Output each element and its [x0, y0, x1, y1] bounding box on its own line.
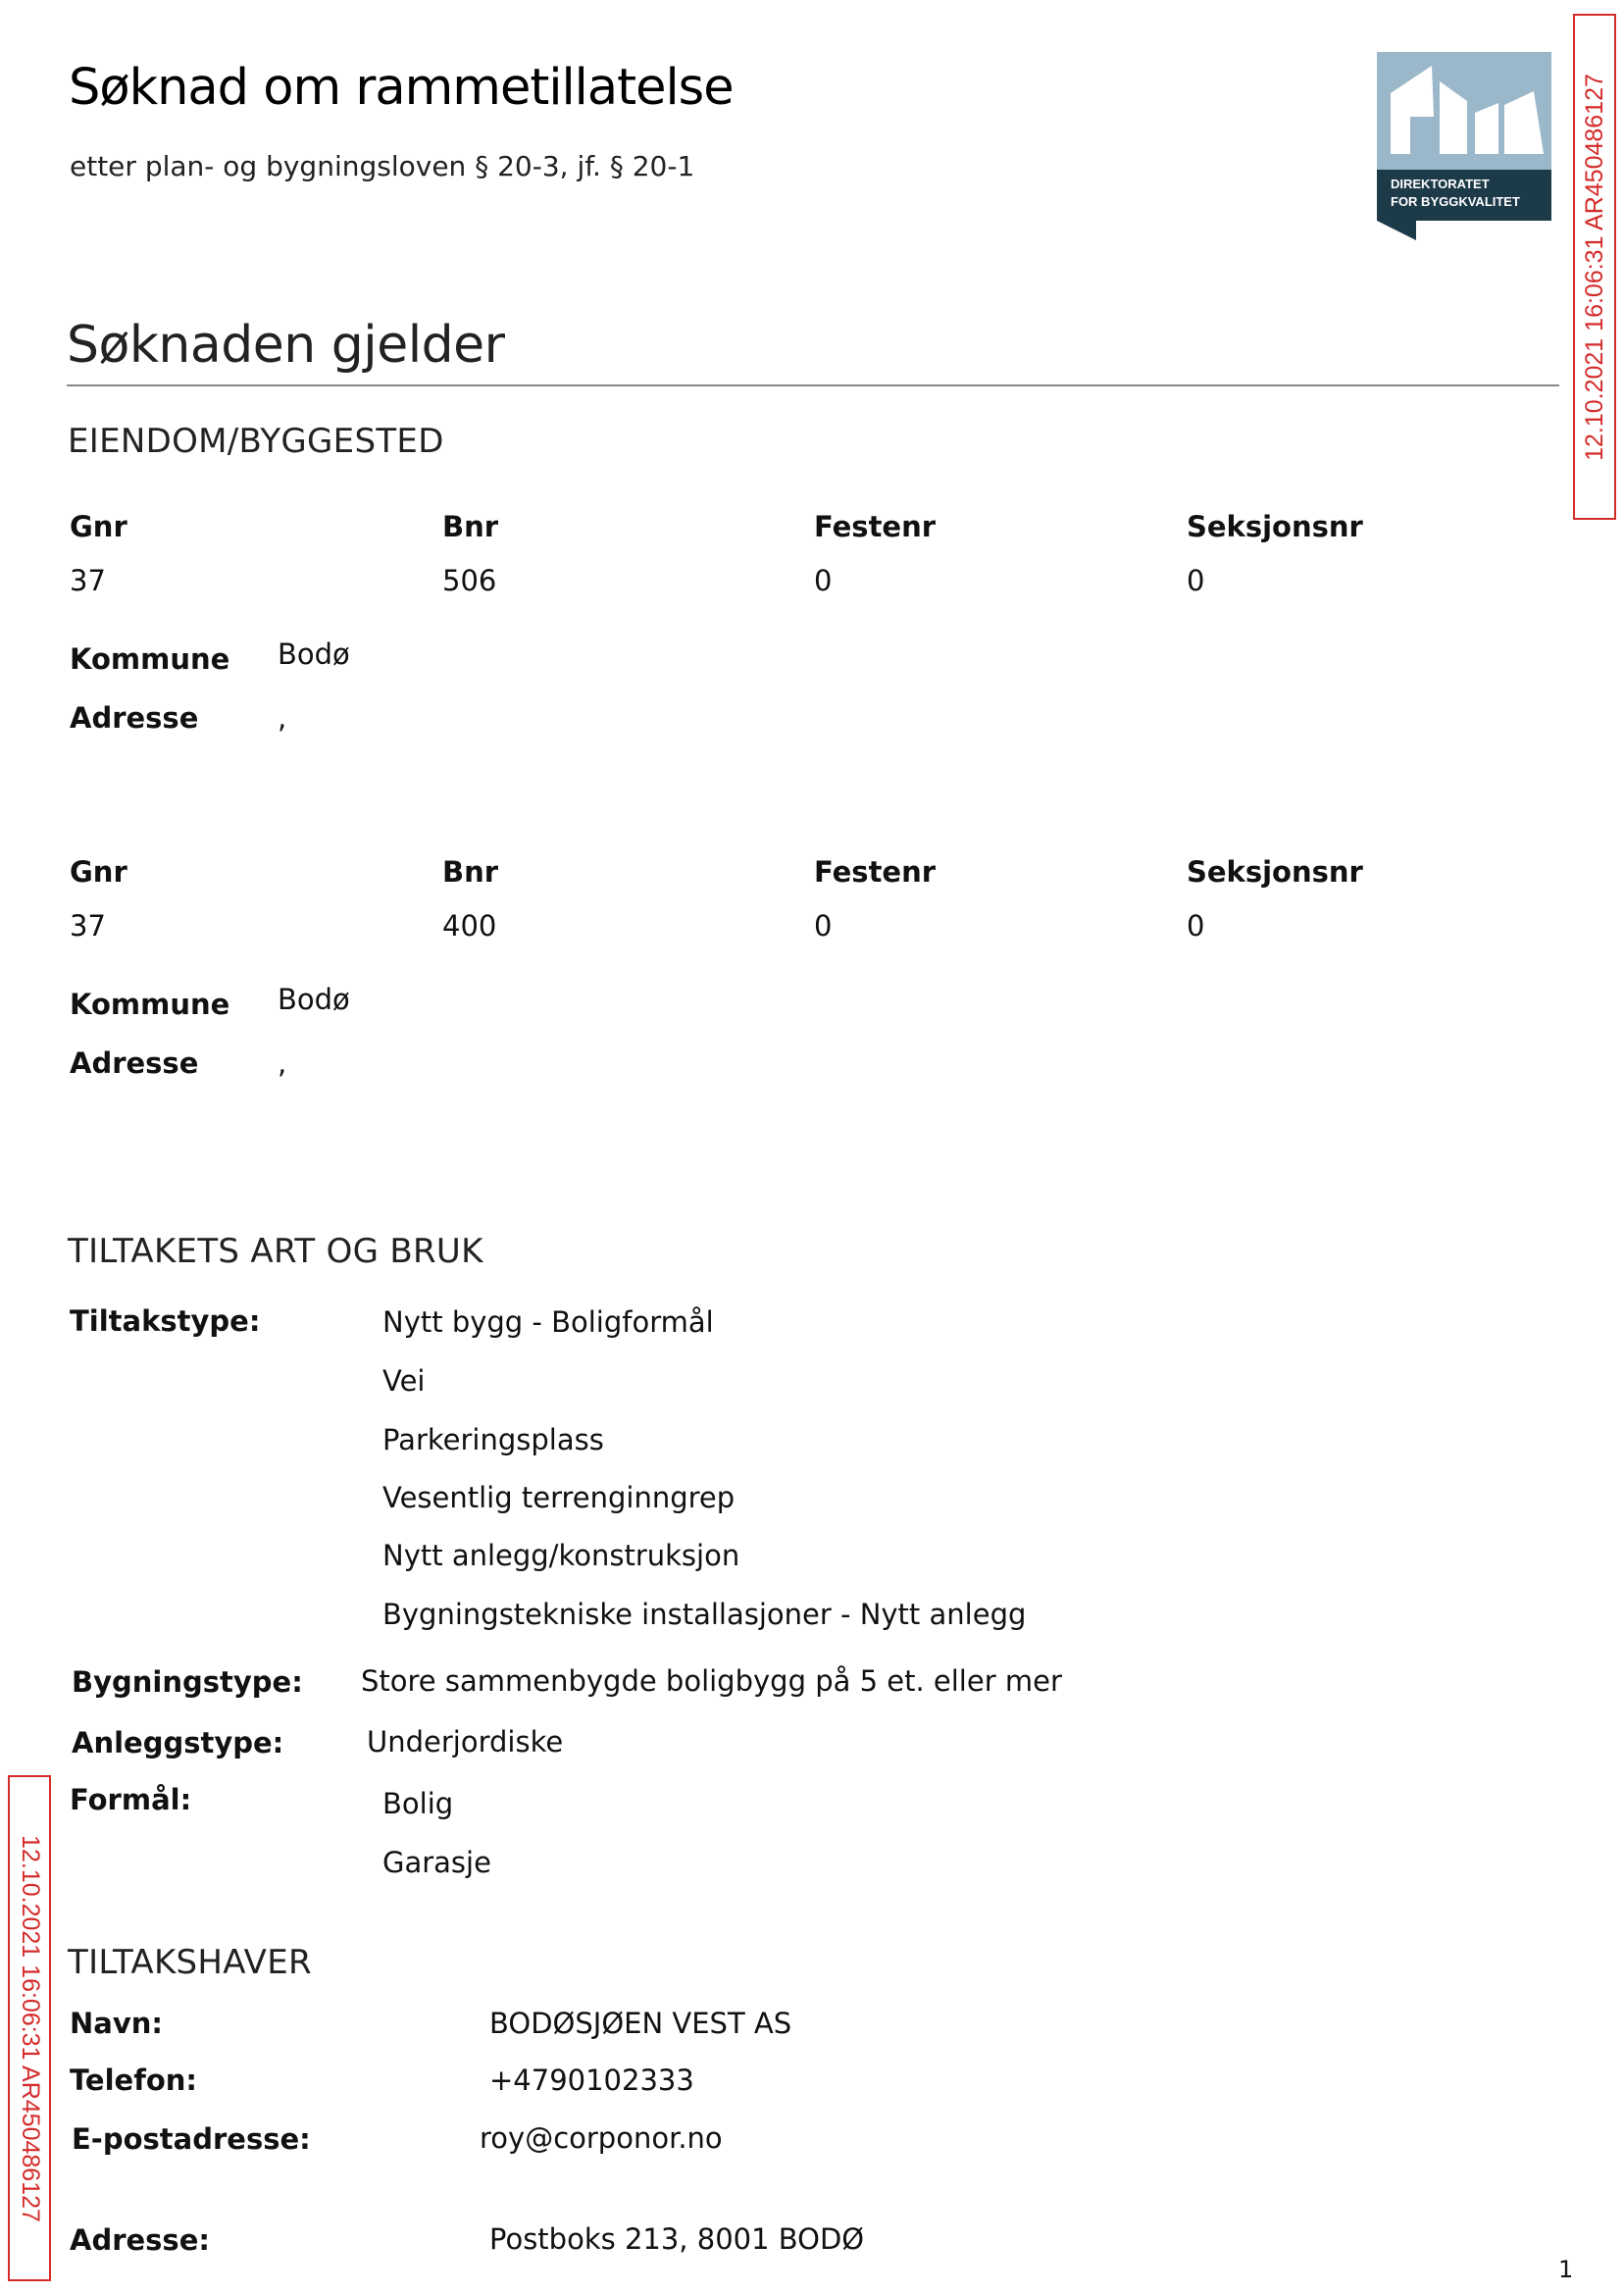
logo-text-line1: DIREKTORATET: [1391, 177, 1490, 191]
dibk-logo-graphic: [1377, 52, 1551, 240]
section-heading: Søknaden gjelder: [67, 316, 505, 375]
anleggstype-value: Underjordiske: [367, 1725, 564, 1759]
seksjonsnr-value: 0: [1187, 564, 1205, 597]
bygningstype-label: Bygningstype:: [72, 1665, 303, 1699]
tiltakstype-item: Vesentlig terrenginngrep: [382, 1481, 736, 1514]
seksjonsnr-label: Seksjonsnr: [1187, 510, 1363, 543]
tiltakstype-label: Tiltakstype:: [70, 1304, 261, 1338]
tiltakstype-item: Nytt anlegg/konstruksjon: [382, 1539, 740, 1572]
logo-text-line2: FOR BYGGKVALITET: [1391, 194, 1520, 209]
gnr-value: 37: [70, 909, 106, 943]
kommune-value: Bodø: [278, 983, 350, 1016]
eiendom-heading: EIENDOM/BYGGESTED: [68, 422, 444, 461]
document-title: Søknad om rammetillatelse: [69, 59, 734, 117]
bygningstype-value: Store sammenbygde boligbygg på 5 et. eller mer: [361, 1664, 1062, 1698]
timestamp-stamp-right: [1573, 14, 1616, 520]
stamp-text: 12.10.2021 16:06:31 AR450486127: [16, 1834, 44, 2222]
bnr-value: 400: [442, 909, 497, 943]
page-number: 1: [1558, 2256, 1574, 2283]
navn-value: BODØSJØEN VEST AS: [489, 2007, 792, 2040]
formal-item: Bolig: [382, 1787, 454, 1820]
bnr-label: Bnr: [442, 510, 499, 543]
adresse-value: Postboks 213, 8001 BODØ: [489, 2222, 865, 2256]
seksjonsnr-label: Seksjonsnr: [1187, 855, 1363, 889]
bnr-label: Bnr: [442, 855, 499, 889]
adresse-value: ,: [278, 701, 287, 735]
tiltakstype-item: Parkeringsplass: [382, 1423, 604, 1456]
dibk-logo: [1377, 52, 1551, 240]
section-divider: [67, 384, 1559, 386]
logo-corner-tab: [1377, 221, 1416, 240]
bnr-value: 506: [442, 564, 497, 597]
tiltakstype-item: Vei: [382, 1364, 426, 1398]
stamp-text: 12.10.2021 16:06:31 AR450486127: [1580, 73, 1608, 461]
tiltakstype-item: Bygningstekniske installasjoner - Nytt anlegg: [382, 1598, 1027, 1631]
festenr-value: 0: [814, 564, 833, 597]
festenr-label: Festenr: [814, 510, 937, 543]
anleggstype-label: Anleggstype:: [72, 1726, 284, 1759]
epost-value: roy@corponor.no: [480, 2121, 723, 2155]
formal-label: Formål:: [70, 1783, 192, 1816]
tiltakstype-item: Nytt bygg - Boligformål: [382, 1305, 714, 1339]
adresse-label: Adresse: [70, 701, 199, 735]
seksjonsnr-value: 0: [1187, 909, 1205, 943]
telefon-label: Telefon:: [70, 2064, 197, 2097]
formal-item: Garasje: [382, 1846, 491, 1879]
adresse-label: Adresse: [70, 1046, 199, 1080]
adresse-value: ,: [278, 1046, 287, 1080]
gnr-label: Gnr: [70, 510, 127, 543]
kommune-label: Kommune: [70, 988, 230, 1021]
timestamp-stamp-left: [8, 1775, 51, 2281]
document-subtitle: etter plan- og bygningsloven § 20-3, jf. § 20-1: [70, 150, 695, 182]
telefon-value: +4790102333: [489, 2064, 694, 2097]
festenr-label: Festenr: [814, 855, 937, 889]
gnr-label: Gnr: [70, 855, 127, 889]
gnr-value: 37: [70, 564, 106, 597]
epost-label: E-postadresse:: [72, 2122, 311, 2156]
kommune-label: Kommune: [70, 642, 230, 676]
tiltak-heading: TILTAKETS ART OG BRUK: [68, 1232, 483, 1271]
festenr-value: 0: [814, 909, 833, 943]
adresse-label: Adresse:: [70, 2223, 210, 2257]
kommune-value: Bodø: [278, 637, 350, 671]
navn-label: Navn:: [70, 2007, 163, 2040]
tiltakshaver-heading: TILTAKSHAVER: [68, 1943, 312, 1982]
